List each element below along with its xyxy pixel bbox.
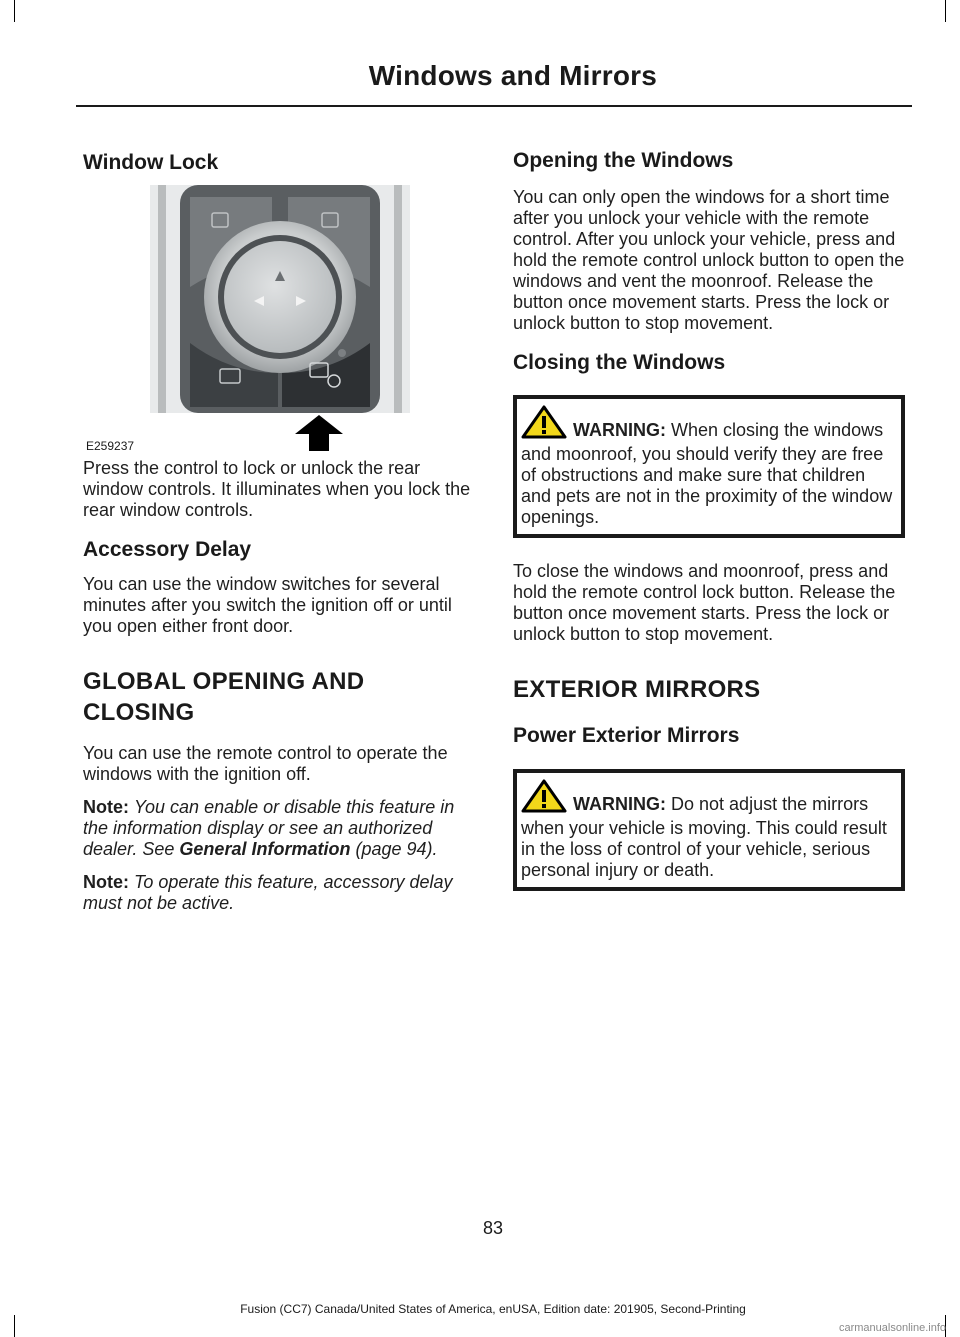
note-label: Note:	[83, 797, 129, 818]
closing-warning-box	[513, 395, 905, 538]
closing-windows-text: To close the windows and moonroof, press and hold the remote control lock button. Release the button once movement starts. Press the lock or unlock button to stop movement.	[513, 561, 896, 645]
mirrors-warning-box	[513, 769, 905, 891]
global-opening-heading	[83, 666, 475, 728]
global-heading-line2: CLOSING	[83, 699, 195, 727]
window-switch-photo	[150, 185, 410, 413]
edition-line: Fusion (CC7) Canada/United States of America, enUSA, Edition date: 201905, Second-Printing	[240, 1302, 746, 1316]
page-header-title: Windows and Mirrors	[368, 60, 657, 91]
indicator-arrow-icon	[295, 415, 343, 456]
warning-label: WARNING:	[573, 420, 666, 441]
exterior-mirrors-heading: EXTERIOR MIRRORS	[513, 676, 761, 704]
warning-text: When closing the windows and moonroof, you should verify they are free of obstructions and make sure that children and pets are not in the proximity of the window openings.	[521, 420, 893, 528]
window-lock-figure	[83, 185, 474, 453]
warning-triangle-icon	[521, 405, 567, 444]
watermark: carmanualsonline.info	[838, 1322, 946, 1334]
figure-id: E259237	[86, 439, 135, 454]
page-reference: (page 94).	[355, 839, 438, 860]
note-text: To operate this feature, accessory delay must not be active.	[83, 872, 453, 914]
window-lock-heading: Window Lock	[83, 151, 219, 174]
crop-mark-bottom-left	[14, 1315, 15, 1337]
warning-label: WARNING:	[573, 793, 666, 814]
accessory-delay-heading: Accessory Delay	[83, 538, 252, 562]
note-label: Note:	[83, 872, 129, 893]
global-heading-line1: GLOBAL OPENING AND	[83, 668, 365, 696]
window-lock-text: Press the control to lock or unlock the rear window controls. It illuminates when you lock the rear window controls.	[83, 458, 471, 521]
closing-windows-heading: Closing the Windows	[513, 351, 726, 375]
general-information-link[interactable]: General Information	[179, 839, 351, 860]
accessory-delay-text: You can use the window switches for several minutes after you switch the ignition off or until you open either front door.	[83, 574, 452, 637]
left-column	[83, 140, 475, 914]
right-column	[513, 140, 905, 891]
global-opening-text: You can use the remote control to operate the windows with the ignition off.	[83, 743, 448, 785]
window-switch-illustration	[150, 185, 410, 413]
opening-windows-heading: Opening the Windows	[513, 149, 734, 172]
crop-mark-top-left	[14, 0, 15, 22]
header-divider	[76, 105, 912, 107]
note-accessory-delay	[83, 872, 475, 914]
page-number: 83	[482, 1218, 504, 1238]
opening-windows-text: You can only open the windows for a short time after you unlock your vehicle with the remote control. After you unlock your vehicle, press and hold the remote control unlock button to open the windows and vent the moonroof. Release the button once movement starts. Press the lock or unlock button to stop movement.	[513, 187, 905, 334]
note-enable-disable	[83, 797, 475, 860]
power-exterior-mirrors-heading: Power Exterior Mirrors	[513, 724, 740, 748]
warning-triangle-icon	[521, 779, 567, 818]
warning-text: Do not adjust the mirrors when your vehicle is moving. This could result in the loss of control of your vehicle, serious personal injury or death.	[521, 793, 887, 880]
crop-mark-top-right	[945, 0, 946, 22]
note-text: You can enable or disable this feature in the information display or see an authorized dealer. See	[83, 797, 455, 860]
